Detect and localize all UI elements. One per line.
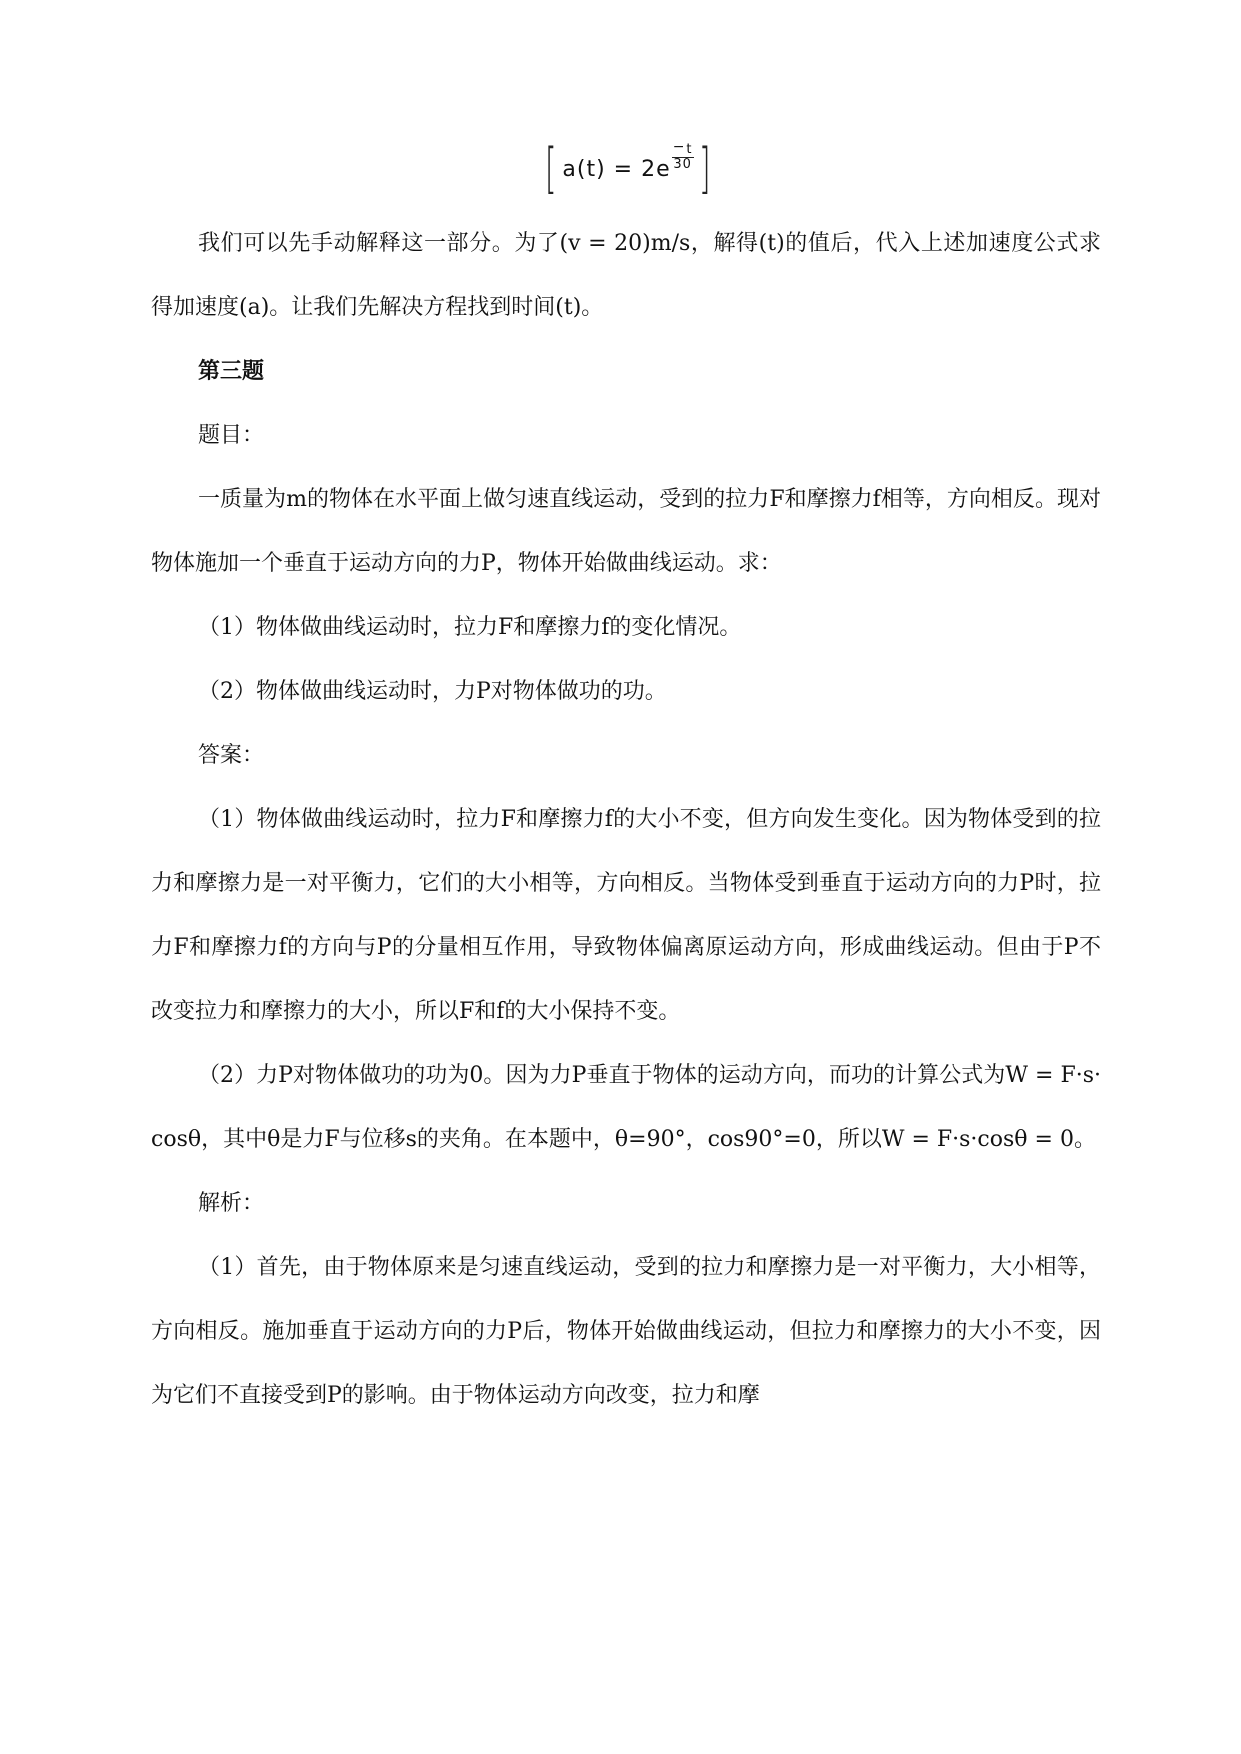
- exponent-numerator: t: [686, 141, 693, 157]
- formula-exponent: [672, 139, 694, 173]
- right-bracket: ]: [698, 137, 711, 200]
- left-bracket: [: [545, 137, 558, 200]
- answer-item-2: （2）力P对物体做功的功为0。因为力P垂直于物体的运动方向，而功的计算公式为W = F·s·cosθ，其中θ是力F与位移s的夹角。在本题中，θ=90°，cos90°=0，所以W = F·s·cosθ = 0。: [151, 1063, 1101, 1152]
- paragraph-intro: 我们可以先手动解释这一部分。为了(v = 20)m/s，解得(t)的值后，代入上述加速度公式求得加速度(a)。让我们先解决方程找到时间(t)。: [151, 231, 1101, 320]
- analysis-label: 解析：: [198, 1191, 265, 1216]
- question-body: 一质量为m的物体在水平面上做匀速直线运动，受到的拉力F和摩擦力f相等，方向相反。现对物体施加一个垂直于运动方向的力P，物体开始做曲线运动。求：: [151, 487, 1101, 576]
- formula-expression: [536, 137, 715, 200]
- section-heading: 第三题: [198, 359, 265, 384]
- acceleration-formula: [151, 138, 1101, 200]
- exponent-denominator: 30: [673, 157, 692, 173]
- document-content: [151, 138, 1101, 1428]
- question-item-1: （1）物体做曲线运动时，拉力F和摩擦力f的变化情况。: [198, 615, 742, 640]
- answer-item-1: （1）物体做曲线运动时，拉力F和摩擦力f的大小不变，但方向发生变化。因为物体受到的拉力和摩擦力是一对平衡力，它们的大小相等，方向相反。当物体受到垂直于运动方向的力P时，拉力F和摩擦力f的方向与P的分量相互作用，导致物体偏离原运动方向，形成曲线运动。但由于P不改变拉力和摩擦力的大小，所以F和f的大小保持不变。: [151, 807, 1101, 1024]
- exponent-sign: −: [672, 139, 686, 156]
- analysis-item-1: （1）首先，由于物体原来是匀速直线运动，受到的拉力和摩擦力是一对平衡力，大小相等，方向相反。施加垂直于运动方向的力P后，物体开始做曲线运动，但拉力和摩擦力的大小不变，因为它们不直接受到P的影响。由于物体运动方向改变，拉力和摩: [151, 1255, 1101, 1408]
- exponent-numerator-row: [672, 139, 693, 157]
- formula-lhs: a(t) = 2e: [562, 156, 671, 182]
- answer-label: 答案：: [198, 743, 265, 768]
- question-item-2: （2）物体做曲线运动时，力P对物体做功的功。: [198, 679, 667, 704]
- question-label: 题目：: [198, 423, 265, 448]
